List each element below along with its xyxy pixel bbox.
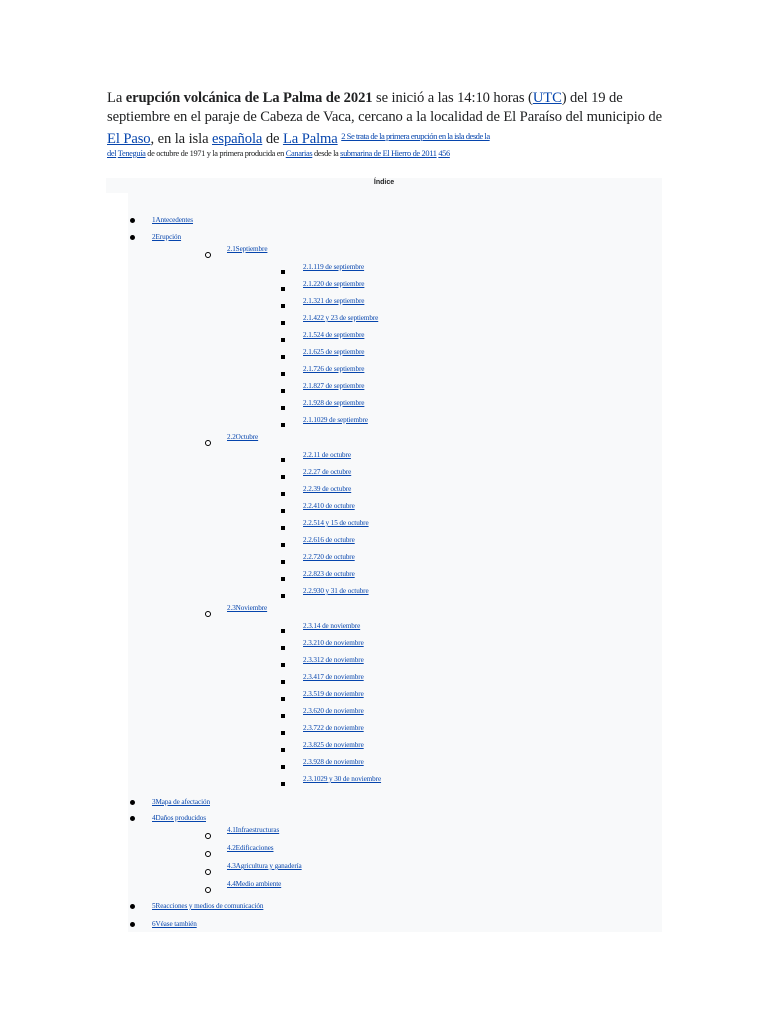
toc-subsubsection-link[interactable]: 2.1.928 de septiembre — [303, 399, 365, 407]
circle-bullet-icon — [205, 851, 211, 857]
toc-item[interactable] — [106, 826, 662, 842]
toc-section-link[interactable]: 3Mapa de afectación — [152, 798, 210, 806]
toc-section-link[interactable]: 2Erupción — [152, 233, 182, 241]
circle-bullet-icon — [205, 869, 211, 875]
toc-subsubsection-link[interactable]: 2.2.11 de octubre — [303, 451, 351, 459]
square-bullet-icon — [281, 389, 285, 393]
toc-subsubsection-link[interactable]: 2.3.417 de noviembre — [303, 673, 364, 681]
square-bullet-icon — [281, 423, 285, 427]
toc-item[interactable] — [106, 331, 662, 347]
toc-subsection-link[interactable]: 4.2Edificaciones — [227, 844, 274, 852]
toc-subsubsection-link[interactable]: 2.3.210 de noviembre — [303, 639, 364, 647]
toc-item[interactable] — [106, 902, 662, 914]
toc-subsection-link[interactable]: 2.2Octubre — [227, 433, 259, 441]
toc-subsection-link[interactable]: 4.4Medio ambiente — [227, 880, 282, 888]
toc-item[interactable] — [106, 233, 662, 245]
toc-item[interactable] — [106, 468, 662, 484]
canarias-link[interactable]: Canarias — [285, 149, 313, 158]
toc-subsubsection-link[interactable]: 2.1.422 y 23 de septiembre — [303, 314, 379, 322]
toc-item[interactable] — [106, 622, 662, 638]
disc-bullet-icon — [130, 800, 135, 805]
footnote-link[interactable]: 2 Se trata de la primera erupción en la isla desde la — [341, 131, 490, 141]
toc-item[interactable] — [106, 245, 662, 261]
toc-item[interactable] — [106, 920, 662, 932]
toc-subsubsection-link[interactable]: 2.2.410 de octubre — [303, 502, 355, 510]
toc-subsection-link[interactable]: 2.3Noviembre — [227, 604, 268, 612]
toc-subsubsection-link[interactable]: 2.1.119 de septiembre — [303, 263, 365, 271]
toc-section-link[interactable]: 4Daños producidos — [152, 814, 206, 822]
toc-item[interactable] — [106, 844, 662, 860]
square-bullet-icon — [281, 646, 285, 650]
toc-item[interactable] — [106, 587, 662, 603]
toc-subsubsection-link[interactable]: 2.3.825 de noviembre — [303, 741, 364, 749]
toc-item[interactable] — [106, 263, 662, 279]
intro-small-text: desde la — [312, 149, 341, 158]
square-bullet-icon — [281, 577, 285, 581]
square-bullet-icon — [281, 697, 285, 701]
toc-subsubsection-link[interactable]: 2.2.27 de octubre — [303, 468, 352, 476]
square-bullet-icon — [281, 492, 285, 496]
circle-bullet-icon — [205, 252, 211, 258]
square-bullet-icon — [281, 475, 285, 479]
toc-section-link[interactable]: 6Véase también — [152, 920, 197, 928]
toc-subsubsection-link[interactable]: 2.1.625 de septiembre — [303, 348, 365, 356]
circle-bullet-icon — [205, 887, 211, 893]
square-bullet-icon — [281, 594, 285, 598]
intro-text: ) del 19 de septiembre en el paraje de Cabeza de Vaca, cercano a la localidad de El Paraíso del municipio de — [107, 90, 662, 125]
toc-item[interactable] — [106, 656, 662, 672]
toc-item[interactable] — [106, 297, 662, 313]
toc-subsubsection-link[interactable]: 2.3.620 de noviembre — [303, 707, 364, 715]
intro-text: La — [107, 90, 126, 106]
toc-item[interactable] — [106, 880, 662, 896]
toc-subsubsection-link[interactable]: 2.1.726 de septiembre — [303, 365, 365, 373]
toc-item[interactable] — [106, 536, 662, 552]
del-link[interactable]: del — [107, 149, 117, 158]
toc-item[interactable] — [106, 519, 662, 535]
espanola-link[interactable]: española — [212, 131, 263, 147]
toc-item[interactable] — [106, 348, 662, 364]
toc-subsubsection-link[interactable]: 2.2.823 de octubre — [303, 570, 355, 578]
el-paso-link[interactable]: El Paso — [107, 131, 151, 147]
toc-item[interactable] — [106, 382, 662, 398]
utc-link[interactable]: UTC — [532, 90, 562, 106]
toc-item[interactable] — [106, 314, 662, 330]
toc-subsubsection-link[interactable]: 2.2.930 y 31 de octubre — [303, 587, 369, 595]
disc-bullet-icon — [130, 922, 135, 927]
toc-subsubsection-link[interactable]: 2.1.524 de septiembre — [303, 331, 365, 339]
toc-subsubsection-link[interactable]: 2.3.312 de noviembre — [303, 656, 364, 664]
toc-section-link[interactable]: 1Antecedentes — [152, 216, 194, 224]
square-bullet-icon — [281, 458, 285, 462]
square-bullet-icon — [281, 560, 285, 564]
toc-item[interactable] — [106, 741, 662, 757]
square-bullet-icon — [281, 629, 285, 633]
disc-bullet-icon — [130, 904, 135, 909]
el-hierro-link[interactable]: submarina de El Hierro de 2011 — [340, 149, 437, 158]
toc-title: Índice — [373, 179, 395, 186]
toc-item[interactable] — [106, 775, 662, 791]
toc-item[interactable] — [106, 553, 662, 569]
toc-item[interactable] — [106, 758, 662, 774]
toc-subsubsection-link[interactable]: 2.3.722 de noviembre — [303, 724, 364, 732]
toc-subsubsection-link[interactable]: 2.2.514 y 15 de octubre — [303, 519, 369, 527]
toc-item[interactable] — [106, 365, 662, 381]
toc-subsubsection-link[interactable]: 2.2.616 de octubre — [303, 536, 355, 544]
square-bullet-icon — [281, 731, 285, 735]
square-bullet-icon — [281, 355, 285, 359]
toc-subsubsection-link[interactable]: 2.1.827 de septiembre — [303, 382, 365, 390]
toc-subsubsection-link[interactable]: 2.2.39 de octubre — [303, 485, 352, 493]
toc-subsubsection-link[interactable]: 2.2.720 de octubre — [303, 553, 355, 561]
square-bullet-icon — [281, 304, 285, 308]
square-bullet-icon — [281, 714, 285, 718]
circle-bullet-icon — [205, 611, 211, 617]
toc-item[interactable] — [106, 814, 662, 826]
toc-section-link[interactable]: 5Reacciones y medios de comunicación — [152, 902, 264, 910]
square-bullet-icon — [281, 543, 285, 547]
teneguia-link[interactable]: Teneguía — [117, 149, 146, 158]
toc-item[interactable] — [106, 399, 662, 415]
toc-subsubsection-link[interactable]: 2.3.1029 y 30 de noviembre — [303, 775, 382, 783]
square-bullet-icon — [281, 406, 285, 410]
toc-item[interactable] — [106, 690, 662, 706]
toc-item[interactable] — [106, 433, 662, 449]
square-bullet-icon — [281, 765, 285, 769]
disc-bullet-icon — [130, 235, 135, 240]
table-of-contents — [106, 178, 662, 932]
toc-subsection-link[interactable]: 4.3Agricultura y ganadería — [227, 862, 302, 870]
article-subject-bold: erupción volcánica de La Palma de 2021 — [125, 90, 373, 106]
toc-item[interactable] — [106, 416, 662, 432]
toc-item[interactable] — [106, 798, 662, 810]
la-palma-link[interactable]: La Palma — [282, 131, 338, 147]
square-bullet-icon — [281, 372, 285, 376]
square-bullet-icon — [281, 748, 285, 752]
intro-paragraph — [107, 89, 663, 159]
intro-small-line — [107, 148, 663, 159]
toc-subsection-link[interactable]: 2.1Septiembre — [227, 245, 268, 253]
toc-item[interactable] — [106, 724, 662, 740]
square-bullet-icon — [281, 338, 285, 342]
intro-text: de — [262, 131, 283, 147]
square-bullet-icon — [281, 782, 285, 786]
toc-item[interactable] — [106, 639, 662, 655]
square-bullet-icon — [281, 663, 285, 667]
square-bullet-icon — [281, 526, 285, 530]
disc-bullet-icon — [130, 816, 135, 821]
toc-item[interactable] — [106, 570, 662, 586]
toc-item[interactable] — [106, 216, 662, 228]
toc-subsubsection-link[interactable]: 2.3.14 de noviembre — [303, 622, 361, 630]
square-bullet-icon — [281, 321, 285, 325]
intro-small-text: de octubre de 1971 y la primera producida en — [145, 149, 286, 158]
circle-bullet-icon — [205, 833, 211, 839]
toc-item[interactable] — [106, 485, 662, 501]
toc-subsubsection-link[interactable]: 2.3.519 de noviembre — [303, 690, 364, 698]
toc-subsection-link[interactable]: 4.1Infraestructuras — [227, 826, 280, 834]
toc-item[interactable] — [106, 280, 662, 296]
intro-text: se inició a las 14:10 horas ( — [372, 90, 533, 106]
toc-item[interactable] — [106, 673, 662, 689]
toc-item[interactable] — [106, 707, 662, 723]
references-link[interactable]: 456 — [438, 149, 450, 158]
toc-subsubsection-link[interactable]: 2.1.1029 de septiembre — [303, 416, 368, 424]
toc-item[interactable] — [106, 451, 662, 467]
square-bullet-icon — [281, 680, 285, 684]
toc-subsubsection-link[interactable]: 2.1.321 de septiembre — [303, 297, 365, 305]
disc-bullet-icon — [130, 218, 135, 223]
toc-subsubsection-link[interactable]: 2.3.928 de noviembre — [303, 758, 364, 766]
square-bullet-icon — [281, 270, 285, 274]
toc-item[interactable] — [106, 862, 662, 878]
circle-bullet-icon — [205, 440, 211, 446]
intro-text: , en la isla — [150, 131, 213, 147]
toc-item[interactable] — [106, 502, 662, 518]
toc-subsubsection-link[interactable]: 2.1.220 de septiembre — [303, 280, 365, 288]
square-bullet-icon — [281, 509, 285, 513]
toc-item[interactable] — [106, 604, 662, 620]
square-bullet-icon — [281, 287, 285, 291]
